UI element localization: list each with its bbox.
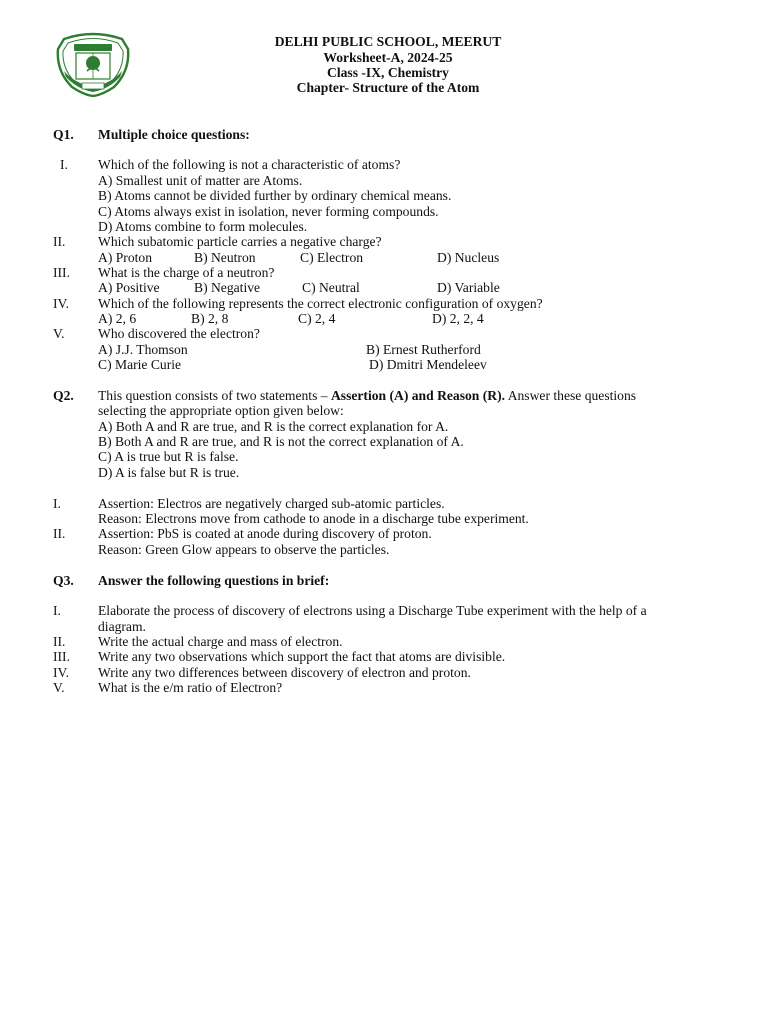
- item-numeral: IV.: [53, 296, 69, 311]
- option: A) Positive: [98, 280, 160, 295]
- option: A) 2, 6: [98, 311, 137, 326]
- section-title: Answer the following questions in brief:: [98, 573, 330, 588]
- option: D) Variable: [437, 280, 500, 295]
- option: B) Ernest Rutherford: [366, 342, 481, 357]
- question-text: Elaborate the process of discovery of electrons using a Discharge Tube experiment with the help of a: [98, 603, 647, 618]
- option: D) Nucleus: [437, 250, 500, 265]
- option: C) Neutral: [302, 280, 360, 295]
- option: D) Atoms combine to form molecules.: [98, 219, 308, 234]
- section-title: Multiple choice questions:: [98, 127, 250, 142]
- option: A) J.J. Thomson: [98, 342, 188, 357]
- intro-text: This question consists of two statements –: [98, 388, 331, 403]
- question-number: Q2.: [53, 388, 74, 403]
- option: C) Atoms always exist in isolation, never forming compounds.: [98, 204, 439, 219]
- item-numeral: I.: [53, 496, 61, 511]
- question-number: Q1.: [53, 127, 74, 142]
- question-text: Who discovered the electron?: [98, 326, 260, 341]
- option: C) Electron: [300, 250, 364, 265]
- option: B) 2, 8: [191, 311, 229, 326]
- item-numeral: I.: [60, 157, 68, 172]
- option: B) Atoms cannot be divided further by ordinary chemical means.: [98, 188, 452, 203]
- item-numeral: III.: [53, 265, 70, 280]
- question-intro: [98, 388, 636, 403]
- item-numeral: II.: [53, 234, 66, 249]
- question-text: Which of the following is not a characteristic of atoms?: [98, 157, 401, 172]
- question-number: Q3.: [53, 573, 74, 588]
- chapter-title: Chapter- Structure of the Atom: [296, 80, 480, 95]
- question-intro-line2: selecting the appropriate option given below:: [98, 403, 344, 418]
- school-name: DELHI PUBLIC SCHOOL, MEERUT: [274, 34, 502, 49]
- option: D) A is false but R is true.: [98, 465, 240, 480]
- option: B) Negative: [194, 280, 261, 295]
- option: A) Proton: [98, 250, 152, 265]
- item-numeral: IV.: [53, 665, 69, 680]
- item-numeral: II.: [53, 634, 66, 649]
- option: B) Neutron: [194, 250, 256, 265]
- option: D) Dmitri Mendeleev: [369, 357, 487, 372]
- question-text: What is the e/m ratio of Electron?: [98, 680, 283, 695]
- option: D) 2, 2, 4: [432, 311, 484, 326]
- item-numeral: II.: [53, 526, 66, 541]
- question-text: Write any two differences between discovery of electron and proton.: [98, 665, 471, 680]
- item-numeral: V.: [53, 326, 65, 341]
- option: C) A is true but R is false.: [98, 449, 239, 464]
- question-text: Which subatomic particle carries a negative charge?: [98, 234, 382, 249]
- question-text: Write any two observations which support the fact that atoms are divisible.: [98, 649, 506, 664]
- option: C) Marie Curie: [98, 357, 182, 372]
- question-text: What is the charge of a neutron?: [98, 265, 275, 280]
- item-numeral: III.: [53, 649, 70, 664]
- option: A) Smallest unit of matter are Atoms.: [98, 173, 303, 188]
- assertion-text: Assertion: Electros are negatively charged sub-atomic particles.: [98, 496, 445, 511]
- question-text: Write the actual charge and mass of electron.: [98, 634, 343, 649]
- option: B) Both A and R are true, and R is not the correct explanation of A.: [98, 434, 464, 449]
- class-subject: Class -IX, Chemistry: [327, 65, 449, 80]
- question-text: Which of the following represents the correct electronic configuration of oxygen?: [98, 296, 543, 311]
- question-text-continued: diagram.: [98, 619, 146, 634]
- worksheet-title: Worksheet-A, 2024-25: [323, 50, 453, 65]
- intro-text: Answer these questions: [505, 388, 637, 403]
- reason-text: Reason: Electrons move from cathode to anode in a discharge tube experiment.: [98, 511, 529, 526]
- option: C) 2, 4: [298, 311, 336, 326]
- intro-bold-text: Assertion (A) and Reason (R).: [330, 388, 506, 403]
- option: A) Both A and R are true, and R is the correct explanation for A.: [98, 419, 449, 434]
- assertion-text: Assertion: PbS is coated at anode during discovery of proton.: [98, 526, 432, 541]
- item-numeral: I.: [53, 603, 61, 618]
- reason-text: Reason: Green Glow appears to observe the particles.: [98, 542, 390, 557]
- item-numeral: V.: [53, 680, 65, 695]
